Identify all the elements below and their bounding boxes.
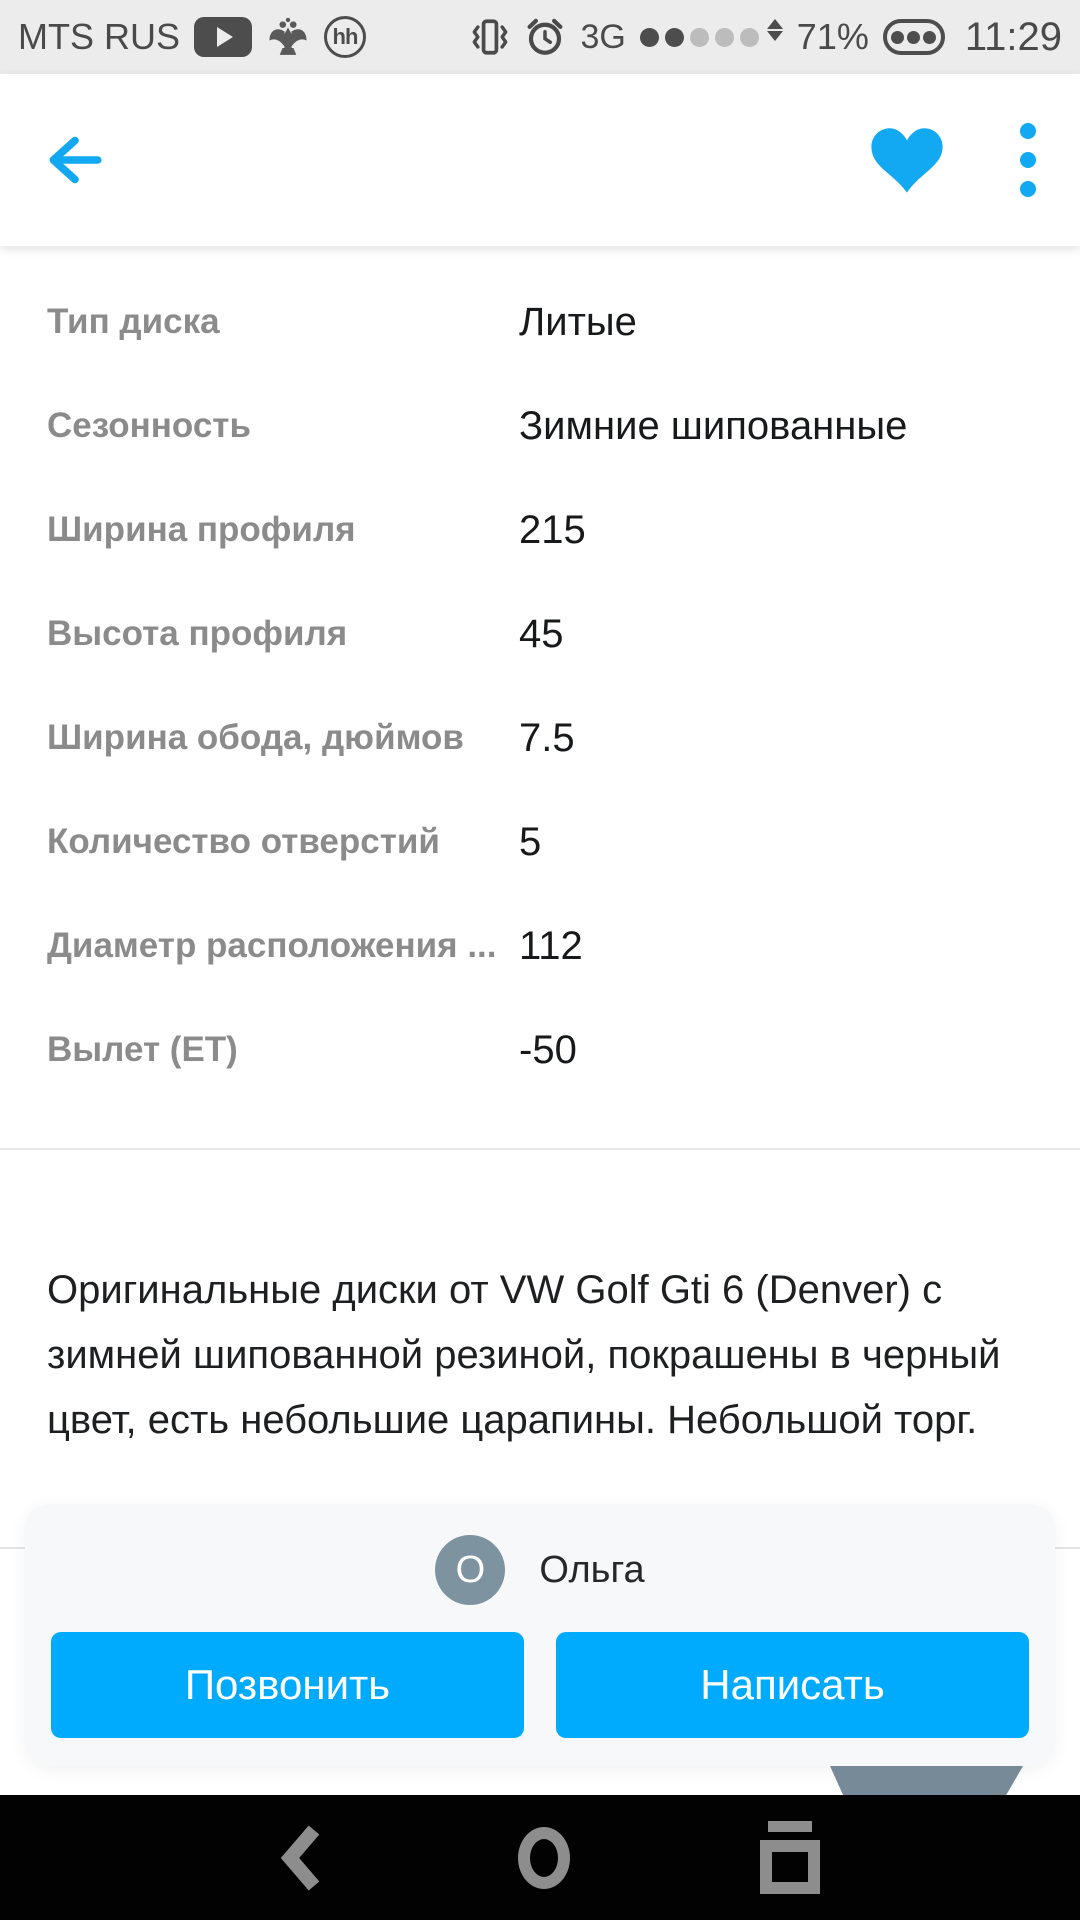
down-arrow-glyph xyxy=(767,31,783,41)
table-row xyxy=(47,894,1044,998)
table-row xyxy=(47,270,1044,374)
overflow-menu-icon xyxy=(1020,152,1036,168)
spec-table xyxy=(47,270,1044,1102)
nav-recents-button[interactable] xyxy=(720,1795,860,1920)
nav-back-button[interactable] xyxy=(230,1795,370,1920)
signal-dot xyxy=(690,28,709,47)
spec-label: Высота профиля xyxy=(47,614,348,653)
clock-label: 11:29 xyxy=(964,14,1062,59)
spec-label: Тип диска xyxy=(47,302,220,341)
table-row xyxy=(47,998,1044,1102)
signal-dot xyxy=(665,28,684,47)
signal-dot xyxy=(715,28,734,47)
status-bar-left xyxy=(18,15,366,59)
spec-value: 112 xyxy=(519,923,583,968)
battery-dots-icon xyxy=(883,19,945,55)
nav-home-button[interactable] xyxy=(474,1795,614,1920)
youtube-icon xyxy=(194,17,252,57)
spec-value: -50 xyxy=(519,1027,577,1072)
signal-dot xyxy=(740,28,759,47)
table-row xyxy=(47,374,1044,478)
android-nav-bar xyxy=(0,1795,1080,1920)
contact-buttons-row xyxy=(51,1632,1029,1738)
back-button[interactable] xyxy=(44,134,106,186)
recents-square xyxy=(760,1840,820,1894)
favorite-button[interactable] xyxy=(870,126,944,194)
back-arrow-icon xyxy=(44,134,106,186)
up-arrow-glyph xyxy=(767,19,783,29)
overflow-menu-button[interactable] xyxy=(1020,123,1036,197)
spec-value: Зимние шипованные xyxy=(519,403,908,448)
signal-dots-icon xyxy=(640,28,759,47)
vibrate-icon xyxy=(470,17,510,57)
avatar: О xyxy=(435,1535,505,1605)
seller-name: Ольга xyxy=(539,1548,645,1591)
carrier-label: MTS RUS xyxy=(18,16,180,57)
spec-label: Вылет (ET) xyxy=(47,1030,238,1069)
battery-dot xyxy=(923,31,936,44)
data-arrows-icon xyxy=(767,19,783,41)
overflow-menu-icon xyxy=(1020,123,1036,139)
seller-card xyxy=(25,1504,1055,1766)
spec-label: Ширина профиля xyxy=(47,510,356,549)
android-back-icon xyxy=(278,1825,322,1891)
spec-value: Литые xyxy=(519,299,637,344)
signal-dot xyxy=(640,28,659,47)
table-row xyxy=(47,686,1044,790)
table-row xyxy=(47,790,1044,894)
favorite-heart-icon xyxy=(870,126,944,194)
spec-label: Количество отверстий xyxy=(47,822,440,861)
table-row xyxy=(47,478,1044,582)
table-row xyxy=(47,582,1044,686)
youtube-play-glyph xyxy=(217,27,233,47)
battery-dot xyxy=(907,31,920,44)
status-bar xyxy=(0,0,1080,74)
overflow-menu-icon xyxy=(1020,181,1036,197)
listing-description: Оригинальные диски от VW Golf Gti 6 (Denver) с зимней шипованной резиной, покрашены в черный цвет, есть небольшие царапины. Небольшой торг. xyxy=(47,1268,1001,1442)
write-button[interactable]: Написать xyxy=(556,1632,1029,1738)
network-type-label: 3G xyxy=(580,17,626,56)
battery-dot xyxy=(891,31,904,44)
spec-label: Сезонность xyxy=(47,406,251,445)
alarm-icon xyxy=(524,16,566,58)
status-bar-right xyxy=(470,15,1062,60)
spec-value: 45 xyxy=(519,611,564,656)
spec-value: 7.5 xyxy=(519,715,575,760)
app-bar xyxy=(0,74,1080,246)
hh-icon: hh xyxy=(324,16,366,58)
spec-value: 5 xyxy=(519,819,542,864)
spec-label: Диаметр расположения ... xyxy=(47,926,497,965)
seller-header[interactable] xyxy=(25,1534,1055,1606)
section-divider xyxy=(0,1148,1080,1150)
recents-top-bar xyxy=(768,1821,812,1832)
android-recents-icon xyxy=(760,1821,820,1894)
eagle-emblem-icon xyxy=(266,15,310,59)
hidden-fab-fragment xyxy=(830,1766,1023,1796)
battery-percent-label: 71% xyxy=(796,16,869,57)
call-button[interactable]: Позвонить xyxy=(51,1632,524,1738)
spec-value: 215 xyxy=(519,507,586,552)
spec-label: Ширина обода, дюймов xyxy=(47,718,464,757)
android-home-icon xyxy=(518,1827,570,1889)
